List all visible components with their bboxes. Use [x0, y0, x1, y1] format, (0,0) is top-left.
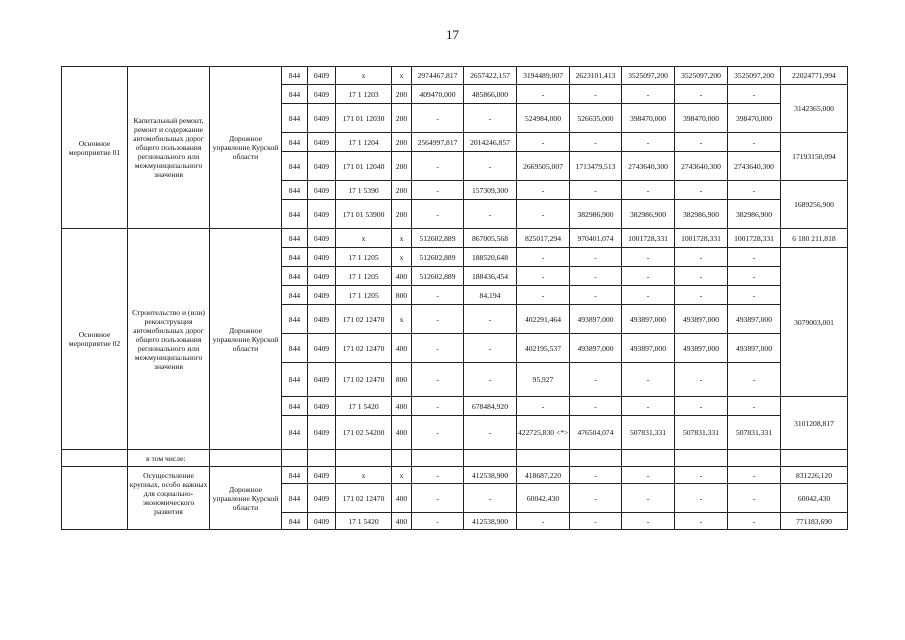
cell-v6: 493897,000: [675, 305, 728, 334]
cell-rzpr: 0409: [308, 416, 336, 450]
cell-v7: -: [728, 397, 781, 416]
cell-v7: -: [728, 286, 781, 305]
cell-vr: 200: [392, 181, 412, 200]
cell-v6: 493897,000: [675, 334, 728, 363]
cell-v7: 3525097,200: [728, 67, 781, 85]
cell-v7: 493897,000: [728, 334, 781, 363]
cell-v5: 382986,900: [622, 200, 675, 229]
cell-v6: 2743640,300: [675, 152, 728, 181]
cell-v5: 398470,000: [622, 104, 675, 133]
cell-v6: -: [675, 513, 728, 530]
cell-v6: 382986,900: [675, 200, 728, 229]
cell-v2: -: [464, 152, 517, 181]
cell-v5: -: [622, 133, 675, 152]
cell-grbs: 844: [282, 467, 308, 484]
cell-vr: х: [392, 467, 412, 484]
total-cell: 17193150,094: [781, 133, 848, 181]
cell-v3: 3194489,007: [517, 67, 570, 85]
cell-v5: 493897,000: [622, 305, 675, 334]
cell-v5: -: [622, 484, 675, 513]
cell-v3: -: [517, 248, 570, 267]
cell-csr: х: [336, 467, 392, 484]
total-cell: 6 180 211,818: [781, 229, 848, 248]
page-number: 17: [446, 27, 459, 42]
cell-v1: -: [412, 363, 464, 397]
total-cell: 771183,690: [781, 513, 848, 530]
cell-rzpr: 0409: [308, 229, 336, 248]
cell-v6: -: [675, 484, 728, 513]
cell-vr: 400: [392, 513, 412, 530]
cell-v5: -: [622, 85, 675, 104]
empty-cell: [464, 450, 517, 467]
cell-csr: 17 1 1205: [336, 267, 392, 286]
cell-v1: -: [412, 397, 464, 416]
cell-vr: 200: [392, 85, 412, 104]
cell-v3: 95,927: [517, 363, 570, 397]
cell-rzpr: 0409: [308, 467, 336, 484]
cell-v2: -: [464, 334, 517, 363]
cell-v6: -: [675, 248, 728, 267]
cell-v5: 493897,000: [622, 334, 675, 363]
cell-v5: -: [622, 363, 675, 397]
cell-v3: -: [517, 267, 570, 286]
cell-vr: 200: [392, 200, 412, 229]
cell-csr: 171 01 12030: [336, 104, 392, 133]
empty-cell: [570, 450, 622, 467]
cell-v1: -: [412, 484, 464, 513]
table-row: [62, 229, 848, 248]
cell-v4: -: [570, 363, 622, 397]
cell-vr: 400: [392, 416, 412, 450]
cell-rzpr: 0409: [308, 513, 336, 530]
cell-v3: 402195,537: [517, 334, 570, 363]
category-cell: Основное мероприятие 02: [62, 229, 128, 450]
cell-v2: 412538,900: [464, 513, 517, 530]
empty-cell: [210, 450, 282, 467]
cell-vr: х: [392, 229, 412, 248]
cell-v1: 512602,889: [412, 248, 464, 267]
cell-csr: х: [336, 67, 392, 85]
cell-v7: 1001728,331: [728, 229, 781, 248]
cell-v4: -: [570, 484, 622, 513]
cell-v7: -: [728, 467, 781, 484]
cell-vr: 400: [392, 267, 412, 286]
total-cell: 1689256,900: [781, 181, 848, 229]
cell-v7: 382986,900: [728, 200, 781, 229]
cell-rzpr: 0409: [308, 484, 336, 513]
cell-rzpr: 0409: [308, 133, 336, 152]
cell-grbs: 844: [282, 305, 308, 334]
cell-v1: 512602,889: [412, 267, 464, 286]
empty-cell: [392, 450, 412, 467]
cell-v3: 825017,294: [517, 229, 570, 248]
cell-v5: 1001728,331: [622, 229, 675, 248]
table-row: [62, 450, 848, 467]
cell-v7: -: [728, 513, 781, 530]
cell-v7: -: [728, 248, 781, 267]
cell-v2: 412538,900: [464, 467, 517, 484]
description-cell: Осуществление крупных, особо важных для социально-экономического развития: [128, 467, 210, 530]
cell-v2: 867005,568: [464, 229, 517, 248]
table-body: [62, 67, 848, 530]
cell-v4: -: [570, 133, 622, 152]
cell-rzpr: 0409: [308, 267, 336, 286]
cell-v5: -: [622, 513, 675, 530]
cell-csr: х: [336, 229, 392, 248]
cell-v6: 1001728,331: [675, 229, 728, 248]
category-cell: Основное мероприятие 01: [62, 67, 128, 229]
cell-v2: -: [464, 363, 517, 397]
cell-v1: -: [412, 305, 464, 334]
cell-v1: 409470,000: [412, 85, 464, 104]
empty-cell: [622, 450, 675, 467]
cell-v7: -: [728, 85, 781, 104]
total-cell: 831226,120: [781, 467, 848, 484]
cell-vr: 800: [392, 363, 412, 397]
cell-v7: -: [728, 484, 781, 513]
cell-v5: -: [622, 267, 675, 286]
cell-csr: 17 1 5420: [336, 397, 392, 416]
cell-vr: 800: [392, 286, 412, 305]
cell-rzpr: 0409: [308, 152, 336, 181]
cell-v4: -: [570, 267, 622, 286]
cell-v4: 970401,074: [570, 229, 622, 248]
cell-grbs: 844: [282, 67, 308, 85]
category-cell: [62, 467, 128, 530]
cell-v2: -: [464, 104, 517, 133]
cell-v1: -: [412, 513, 464, 530]
cell-rzpr: 0409: [308, 67, 336, 85]
cell-v1: 2974467,817: [412, 67, 464, 85]
cell-v6: -: [675, 397, 728, 416]
cell-grbs: 844: [282, 200, 308, 229]
cell-rzpr: 0409: [308, 248, 336, 267]
cell-grbs: 844: [282, 397, 308, 416]
cell-csr: 171 02 12470: [336, 305, 392, 334]
empty-cell: [412, 450, 464, 467]
cell-csr: 17 1 5390: [336, 181, 392, 200]
cell-v2: 485866,000: [464, 85, 517, 104]
cell-v4: -: [570, 248, 622, 267]
total-cell: 3079003,001: [781, 248, 848, 397]
cell-v2: 84,194: [464, 286, 517, 305]
cell-v6: -: [675, 363, 728, 397]
cell-v1: -: [412, 104, 464, 133]
cell-v3: -: [517, 133, 570, 152]
cell-v7: -: [728, 133, 781, 152]
cell-v1: -: [412, 181, 464, 200]
cell-v1: 512602,889: [412, 229, 464, 248]
cell-v1: -: [412, 416, 464, 450]
cell-vr: 200: [392, 104, 412, 133]
cell-grbs: 844: [282, 152, 308, 181]
cell-v3: -: [517, 85, 570, 104]
cell-rzpr: 0409: [308, 104, 336, 133]
cell-vr: 400: [392, 397, 412, 416]
cell-vr: 200: [392, 133, 412, 152]
cell-v7: 493897,000: [728, 305, 781, 334]
empty-cell: [336, 450, 392, 467]
cell-v3: -: [517, 397, 570, 416]
cell-v4: 476504,074: [570, 416, 622, 450]
cell-csr: 17 1 1204: [336, 133, 392, 152]
cell-v2: -: [464, 416, 517, 450]
cell-vr: х: [392, 67, 412, 85]
cell-v1: -: [412, 286, 464, 305]
cell-v6: -: [675, 181, 728, 200]
cell-v7: 398470,000: [728, 104, 781, 133]
cell-rzpr: 0409: [308, 85, 336, 104]
cell-csr: 17 1 1205: [336, 248, 392, 267]
cell-vr: 200: [392, 152, 412, 181]
total-cell: 3142365,000: [781, 85, 848, 133]
cell-v3: 402291,464: [517, 305, 570, 334]
cell-v2: 188520,648: [464, 248, 517, 267]
cell-v5: -: [622, 467, 675, 484]
executor-cell: Дорожное управление Курской области: [210, 467, 282, 530]
executor-cell: Дорожное управление Курской области: [210, 67, 282, 229]
cell-v4: 382986,900: [570, 200, 622, 229]
cell-rzpr: 0409: [308, 181, 336, 200]
cell-v7: -: [728, 363, 781, 397]
cell-rzpr: 0409: [308, 334, 336, 363]
cell-v7: -: [728, 267, 781, 286]
cell-rzpr: 0409: [308, 397, 336, 416]
executor-cell: Дорожное управление Курской области: [210, 229, 282, 450]
cell-rzpr: 0409: [308, 363, 336, 397]
cell-v4: -: [570, 85, 622, 104]
cell-v6: -: [675, 467, 728, 484]
cell-csr: 171 01 53900: [336, 200, 392, 229]
cell-v5: -: [622, 286, 675, 305]
cell-v4: -: [570, 286, 622, 305]
cell-v5: 507831,331: [622, 416, 675, 450]
cell-v2: 678484,920: [464, 397, 517, 416]
cell-v2: 2014246,857: [464, 133, 517, 152]
cell-v7: 507831,331: [728, 416, 781, 450]
cell-v1: 2564997,817: [412, 133, 464, 152]
cell-v4: 493897,000: [570, 305, 622, 334]
cell-v1: -: [412, 334, 464, 363]
cell-v4: -: [570, 467, 622, 484]
empty-cell: [728, 450, 781, 467]
cell-v6: 507831,331: [675, 416, 728, 450]
empty-cell: [517, 450, 570, 467]
cell-v4: 493897,000: [570, 334, 622, 363]
cell-grbs: 844: [282, 229, 308, 248]
cell-grbs: 844: [282, 484, 308, 513]
cell-v3: -: [517, 513, 570, 530]
cell-v4: 2623101,413: [570, 67, 622, 85]
cell-grbs: 844: [282, 334, 308, 363]
cell-grbs: 844: [282, 267, 308, 286]
cell-grbs: 844: [282, 363, 308, 397]
total-cell: 22024771,994: [781, 67, 848, 85]
total-cell: 60042,430: [781, 484, 848, 513]
cell-grbs: 844: [282, 133, 308, 152]
cell-csr: 171 02 12470: [336, 363, 392, 397]
cell-v5: 2743640,300: [622, 152, 675, 181]
cell-v5: 3525097,200: [622, 67, 675, 85]
cell-v1: -: [412, 152, 464, 181]
cell-v6: -: [675, 133, 728, 152]
cell-rzpr: 0409: [308, 286, 336, 305]
cell-grbs: 844: [282, 286, 308, 305]
cell-csr: 17 1 1203: [336, 85, 392, 104]
empty-cell: [282, 450, 308, 467]
cell-v3: 524984,000: [517, 104, 570, 133]
cell-v3: 2669505,007: [517, 152, 570, 181]
cell-v3: -: [517, 286, 570, 305]
cell-v6: 398470,000: [675, 104, 728, 133]
cell-grbs: 844: [282, 513, 308, 530]
cell-grbs: 844: [282, 85, 308, 104]
cell-v2: -: [464, 305, 517, 334]
cell-v4: -: [570, 181, 622, 200]
cell-v3: 422725,830 <*>: [517, 416, 570, 450]
cell-grbs: 844: [282, 416, 308, 450]
cell-v3: 60042,430: [517, 484, 570, 513]
cell-v4: -: [570, 513, 622, 530]
cell-v1: -: [412, 200, 464, 229]
empty-cell: [62, 450, 128, 467]
cell-csr: 17 1 5420: [336, 513, 392, 530]
cell-v4: -: [570, 397, 622, 416]
cell-v5: -: [622, 181, 675, 200]
cell-csr: 171 01 12040: [336, 152, 392, 181]
cell-v2: -: [464, 200, 517, 229]
in-that-number-label: в том числе:: [128, 450, 210, 467]
cell-csr: 17 1 1205: [336, 286, 392, 305]
cell-v1: -: [412, 467, 464, 484]
empty-cell: [781, 450, 848, 467]
cell-v2: 188436,454: [464, 267, 517, 286]
cell-csr: 171 02 12470: [336, 484, 392, 513]
cell-rzpr: 0409: [308, 200, 336, 229]
description-cell: Капитальный ремонт, ремонт и содержание автомобильных дорог общего пользования регионального или межмуниципального значения: [128, 67, 210, 229]
cell-v3: -: [517, 181, 570, 200]
cell-grbs: 844: [282, 181, 308, 200]
cell-grbs: 844: [282, 248, 308, 267]
cell-grbs: 844: [282, 104, 308, 133]
cell-v4: 1713479,513: [570, 152, 622, 181]
table-row: [62, 67, 848, 85]
cell-vr: х: [392, 248, 412, 267]
cell-v3: -: [517, 200, 570, 229]
cell-v2: -: [464, 484, 517, 513]
total-cell: 3101208,817: [781, 397, 848, 450]
empty-cell: [675, 450, 728, 467]
description-cell: Строительство и (или) реконструкция автомобильных дорог общего пользования регионального или межмуниципального значения: [128, 229, 210, 450]
cell-v6: -: [675, 267, 728, 286]
table-row: [62, 467, 848, 484]
cell-vr: х: [392, 305, 412, 334]
cell-rzpr: 0409: [308, 305, 336, 334]
cell-v6: -: [675, 85, 728, 104]
cell-csr: 171 02 12470: [336, 334, 392, 363]
cell-v6: -: [675, 286, 728, 305]
cell-v6: 3525097,200: [675, 67, 728, 85]
cell-v2: 2657422,157: [464, 67, 517, 85]
cell-v7: 2743640,300: [728, 152, 781, 181]
cell-vr: 400: [392, 484, 412, 513]
cell-v4: 526635,000: [570, 104, 622, 133]
cell-v5: -: [622, 248, 675, 267]
budget-table: [61, 66, 848, 530]
cell-vr: 400: [392, 334, 412, 363]
cell-v7: -: [728, 181, 781, 200]
cell-v3: 418687,220: [517, 467, 570, 484]
empty-cell: [308, 450, 336, 467]
cell-v2: 157309,300: [464, 181, 517, 200]
cell-csr: 171 02 54200: [336, 416, 392, 450]
cell-v5: -: [622, 397, 675, 416]
